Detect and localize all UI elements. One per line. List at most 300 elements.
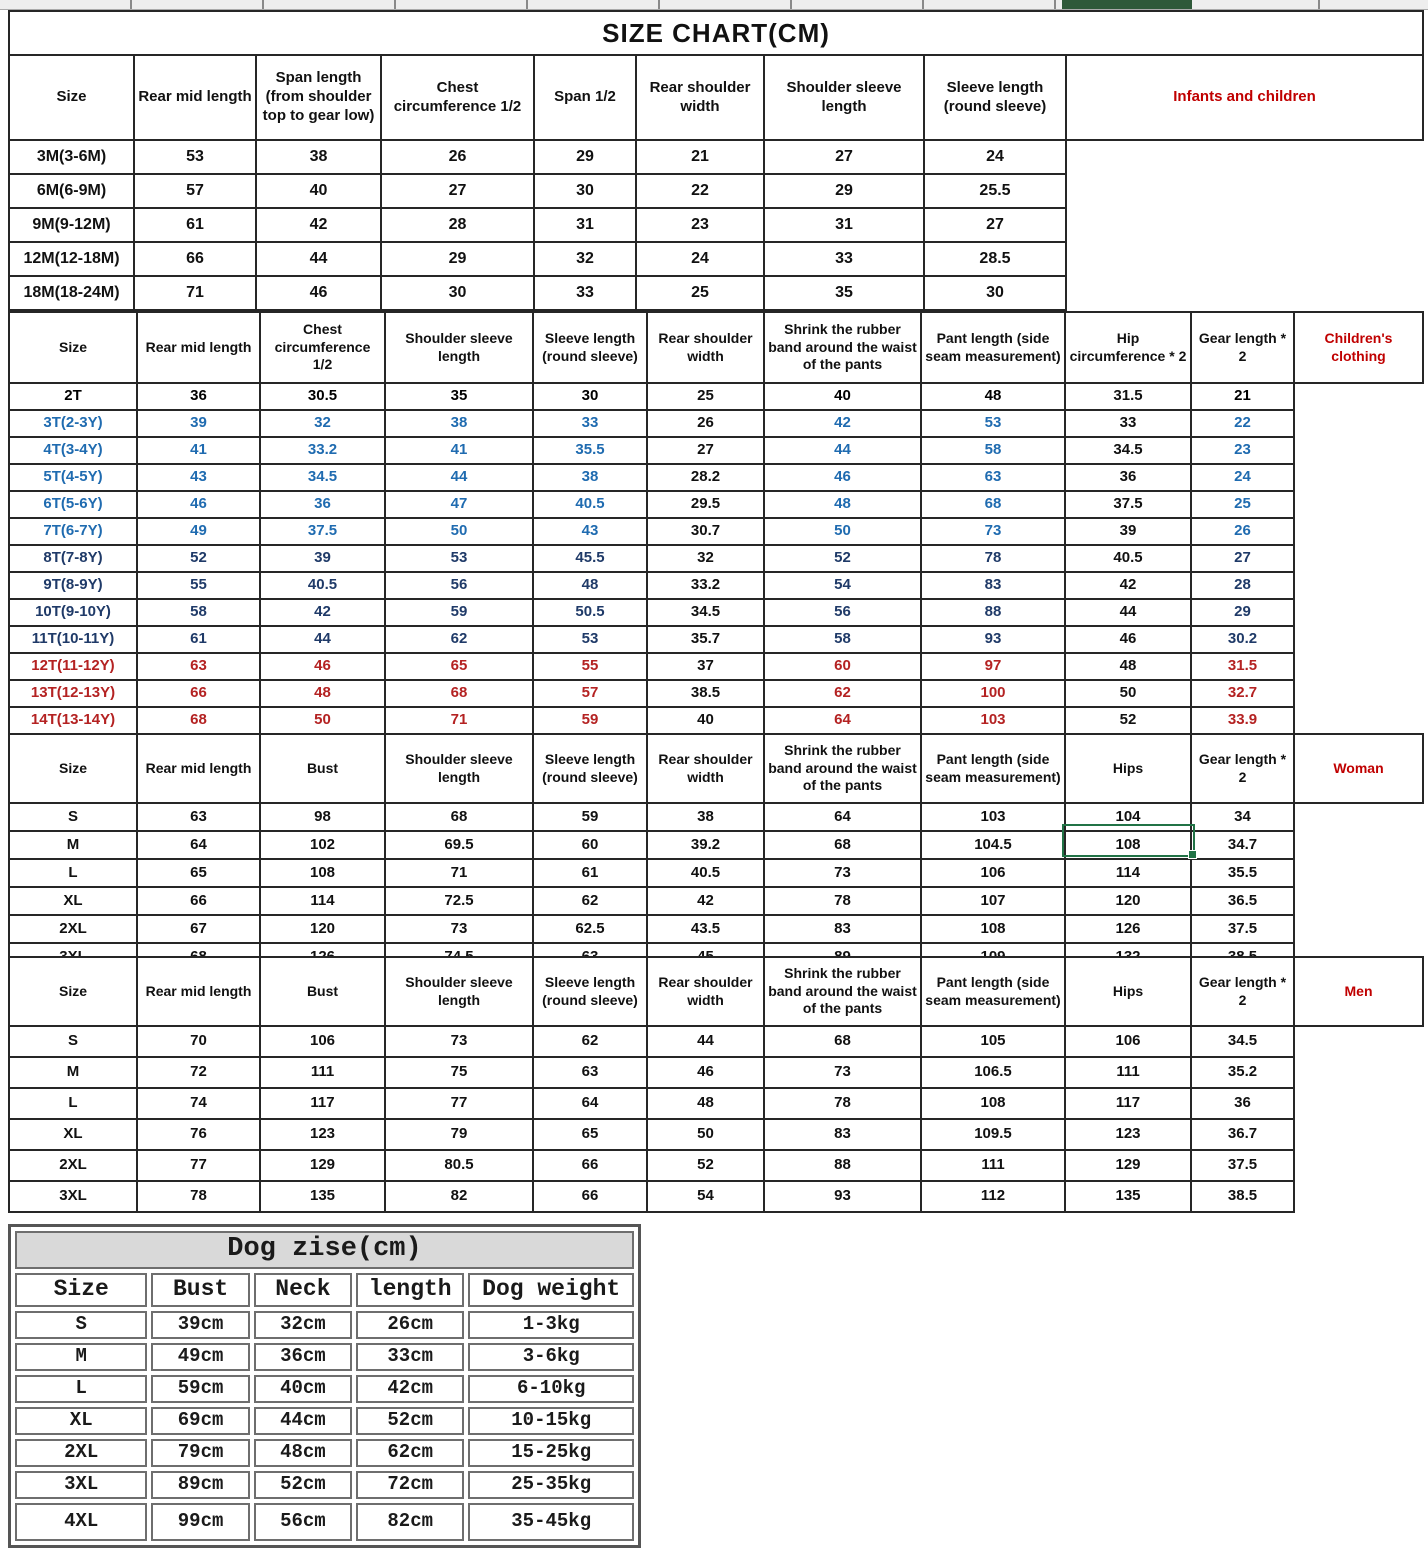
table-cell: 29.5 [647,491,764,518]
table-cell: 24 [1191,464,1294,491]
table-cell: 48 [533,572,647,599]
table-cell: 62 [533,1026,647,1057]
table-cell: 52 [137,545,260,572]
table-cell: S [15,1311,147,1339]
table-cell: 34.5 [1191,1026,1294,1057]
table-cell: 62 [764,680,921,707]
table-cell: 58 [921,437,1065,464]
table-cell: S [9,803,137,831]
table-cell: 23 [636,208,764,242]
table-row [9,1181,1423,1212]
table-cell: 39 [1065,518,1191,545]
table-row [15,1375,634,1403]
table-cell: 79cm [151,1439,249,1467]
infants-header-row [9,55,1423,140]
table-cell: 12M(12-18M) [9,242,134,276]
table-cell: 39 [260,545,385,572]
table-cell: 6T(5-6Y) [9,491,137,518]
table-cell: 69cm [151,1407,249,1435]
table-cell: 69.5 [385,831,533,859]
woman-header-row [9,734,1423,803]
table-cell: 2T [9,383,137,410]
table-cell: 40 [764,383,921,410]
table-cell: 10-15kg [468,1407,634,1435]
table-cell: 25-35kg [468,1471,634,1499]
table-cell: S [9,1026,137,1057]
table-cell: 42 [764,410,921,437]
table-cell: 29 [534,140,636,174]
table-cell: 33 [1065,410,1191,437]
table-cell: 78 [764,1088,921,1119]
table-cell: 103 [921,803,1065,831]
table-cell: 59 [533,803,647,831]
table-cell: 25.5 [924,174,1066,208]
table-cell: 39cm [151,1311,249,1339]
table-cell: 29 [764,174,924,208]
table-cell: 126 [1065,915,1191,943]
table-cell: 32 [260,410,385,437]
table-cell: 106 [1065,1026,1191,1057]
table-cell: L [15,1375,147,1403]
table-row [9,915,1423,943]
table-cell: 58 [764,626,921,653]
table-cell: 43.5 [647,915,764,943]
group-label: Infants and children [1066,55,1423,140]
column-header: Size [15,1273,147,1307]
table-cell: 114 [1065,859,1191,887]
table-cell: 39 [137,410,260,437]
table-cell: 42 [260,599,385,626]
table-cell: 64 [764,707,921,734]
table-cell: 59cm [151,1375,249,1403]
table-row [9,545,1423,572]
table-cell: 120 [260,915,385,943]
table-cell: 30 [534,174,636,208]
table-cell: 65 [137,859,260,887]
table-cell: 30 [381,276,534,310]
dog-size-table [8,1224,641,1548]
table-cell: 111 [1065,1057,1191,1088]
table-cell: 37.5 [1191,915,1294,943]
table-cell: 64 [764,803,921,831]
table-cell: 106 [921,859,1065,887]
table-cell: 18M(18-24M) [9,276,134,310]
table-cell: 31.5 [1065,383,1191,410]
table-row [9,1057,1423,1088]
table-cell: 31 [764,208,924,242]
table-cell: 50 [385,518,533,545]
table-cell: 108 [921,1088,1065,1119]
table-cell: 83 [921,572,1065,599]
dog-table-title: Dog zise(cm) [15,1231,634,1269]
table-cell: 42cm [356,1375,464,1403]
table-cell: 30 [924,276,1066,310]
table-cell: 26cm [356,1311,464,1339]
table-cell: 48 [764,491,921,518]
column-header: Rear shoulder width [647,957,764,1026]
column-header: Sleeve length (round sleeve) [533,312,647,383]
table-cell: 46 [137,491,260,518]
table-cell: 73 [764,859,921,887]
table-cell: 40.5 [533,491,647,518]
table-cell: 4T(3-4Y) [9,437,137,464]
column-header: Sleeve length (round sleeve) [533,734,647,803]
table-cell: 60 [533,831,647,859]
woman-table [8,733,1424,972]
table-cell: 25 [647,383,764,410]
table-row [9,572,1423,599]
table-row [9,140,1423,174]
table-row [9,1150,1423,1181]
table-cell: 44cm [254,1407,352,1435]
table-cell: 53 [533,626,647,653]
table-cell: 129 [260,1150,385,1181]
table-cell: 31 [534,208,636,242]
table-row [9,464,1423,491]
table-cell: 28 [1191,572,1294,599]
table-cell: 21 [1191,383,1294,410]
table-cell: 46 [256,276,381,310]
table-cell: 70 [137,1026,260,1057]
table-cell: 66 [533,1181,647,1212]
table-cell: 68 [764,1026,921,1057]
column-header: Size [9,55,134,140]
table-cell: 40.5 [260,572,385,599]
column-header: Bust [260,734,385,803]
table-cell: 44 [647,1026,764,1057]
table-cell: 21 [636,140,764,174]
group-label: Woman [1294,734,1423,803]
table-cell: 36.7 [1191,1119,1294,1150]
table-cell: 32cm [254,1311,352,1339]
table-cell: XL [9,887,137,915]
table-row [9,383,1423,410]
table-cell: 88 [764,1150,921,1181]
table-cell: 28 [381,208,534,242]
table-cell: 49 [137,518,260,545]
table-cell: 35-45kg [468,1503,634,1541]
column-header: Bust [151,1273,249,1307]
table-cell: 42 [1065,572,1191,599]
table-cell: 73 [921,518,1065,545]
table-cell: 6M(6-9M) [9,174,134,208]
table-cell: 53 [134,140,256,174]
column-header: Hips [1065,957,1191,1026]
table-cell: 100 [921,680,1065,707]
table-cell: XL [15,1407,147,1435]
table-cell: 36cm [254,1343,352,1371]
column-header: Gear length * 2 [1191,957,1294,1026]
table-cell: 32 [647,545,764,572]
table-cell: 112 [921,1181,1065,1212]
group-label: Men [1294,957,1423,1026]
column-header: Shrink the rubber band around the waist of the pants [764,312,921,383]
table-cell: 35.5 [1191,859,1294,887]
table-cell: 66 [137,680,260,707]
table-cell: 78 [921,545,1065,572]
table-cell: 106 [260,1026,385,1057]
table-cell: 2XL [9,915,137,943]
table-cell: 3-6kg [468,1343,634,1371]
table-cell: 61 [137,626,260,653]
spreadsheet-top-strip [0,0,1428,10]
table-cell: 2XL [9,1150,137,1181]
table-cell: 58 [137,599,260,626]
table-row [9,1026,1423,1057]
table-cell: M [9,831,137,859]
table-cell: 63 [533,1057,647,1088]
table-cell: 48 [647,1088,764,1119]
table-cell: 36 [260,491,385,518]
table-cell: 111 [921,1150,1065,1181]
table-cell: 72 [137,1057,260,1088]
table-cell: 44 [385,464,533,491]
table-cell: 42 [256,208,381,242]
table-cell: 38.5 [1191,1181,1294,1212]
table-cell: 117 [1065,1088,1191,1119]
column-header: Hips [1065,734,1191,803]
table-cell: 74 [137,1088,260,1119]
table-cell: 22 [1191,410,1294,437]
column-header: Neck [254,1273,352,1307]
table-cell: 33 [533,410,647,437]
table-cell: 38 [256,140,381,174]
table-cell: 40 [647,707,764,734]
table-cell: 109.5 [921,1119,1065,1150]
column-header: Span 1/2 [534,55,636,140]
column-header: Pant length (side seam measurement) [921,957,1065,1026]
table-cell: 78 [764,887,921,915]
table-cell: 72cm [356,1471,464,1499]
table-cell: 5T(4-5Y) [9,464,137,491]
column-header: Rear shoulder width [636,55,764,140]
table-cell: 36 [137,383,260,410]
table-cell: 27 [381,174,534,208]
column-header: Shoulder sleeve length [385,312,533,383]
table-row [15,1343,634,1371]
table-row [9,1088,1423,1119]
column-header: Pant length (side seam measurement) [921,734,1065,803]
table-cell: 135 [260,1181,385,1212]
table-cell: 12T(11-12Y) [9,653,137,680]
table-row [9,208,1423,242]
table-cell: 108 [1065,831,1191,859]
table-cell: 62 [385,626,533,653]
table-cell: 123 [1065,1119,1191,1150]
table-cell: 59 [385,599,533,626]
table-cell: 108 [921,915,1065,943]
column-header: Size [9,734,137,803]
table-cell: 97 [921,653,1065,680]
infants-table [8,10,1424,311]
table-row [9,410,1423,437]
table-cell: 37.5 [260,518,385,545]
table-cell: 76 [137,1119,260,1150]
table-cell: 44 [1065,599,1191,626]
table-cell: 57 [533,680,647,707]
table-cell: 48 [1065,653,1191,680]
table-cell: 34.5 [647,599,764,626]
table-cell: 35 [764,276,924,310]
table-cell: 24 [924,140,1066,174]
column-header: Rear shoulder width [647,312,764,383]
table-cell: 59 [533,707,647,734]
table-cell: 33 [764,242,924,276]
column-header: Rear mid length [137,957,260,1026]
table-cell: 104 [1065,803,1191,831]
table-cell: 72.5 [385,887,533,915]
dog-header-row [15,1273,634,1307]
table-cell: 77 [385,1088,533,1119]
table-cell: 65 [385,653,533,680]
table-cell: 35 [385,383,533,410]
table-cell: 28.2 [647,464,764,491]
table-row [9,680,1423,707]
table-row [9,803,1423,831]
size-chart-title: SIZE CHART(CM) [9,11,1423,55]
column-header: Shoulder sleeve length [385,957,533,1026]
children-header-row [9,312,1423,383]
table-cell: 43 [137,464,260,491]
table-cell: 37.5 [1191,1150,1294,1181]
table-cell: L [9,859,137,887]
table-cell: 82cm [356,1503,464,1541]
table-cell: 46 [764,464,921,491]
table-cell: 66 [533,1150,647,1181]
table-row [9,599,1423,626]
table-cell: 34.5 [260,464,385,491]
table-cell: 62 [533,887,647,915]
table-row [9,887,1423,915]
table-cell: 33 [534,276,636,310]
table-cell: 39.2 [647,831,764,859]
children-table [8,311,1424,735]
table-cell: 7T(6-7Y) [9,518,137,545]
table-cell: 93 [764,1181,921,1212]
table-cell: 54 [764,572,921,599]
table-cell: 35.5 [533,437,647,464]
table-cell: 104.5 [921,831,1065,859]
table-row [9,707,1423,734]
table-row [15,1407,634,1435]
table-cell: 25 [1191,491,1294,518]
column-header: Shrink the rubber band around the waist of the pants [764,957,921,1026]
table-cell: 41 [385,437,533,464]
table-cell: 52 [1065,707,1191,734]
column-header: Size [9,312,137,383]
table-cell: 71 [385,707,533,734]
table-cell: 14T(13-14Y) [9,707,137,734]
table-cell: 35.7 [647,626,764,653]
table-cell: L [9,1088,137,1119]
column-header: Span length (from shoulder top to gear low) [256,55,381,140]
table-cell: 26 [647,410,764,437]
table-cell: 9T(8-9Y) [9,572,137,599]
table-cell: 44 [260,626,385,653]
table-cell: 3XL [9,1181,137,1212]
table-cell: 32.7 [1191,680,1294,707]
column-header: Rear mid length [137,734,260,803]
table-row [9,831,1423,859]
table-cell: 83 [764,915,921,943]
table-cell: 47 [385,491,533,518]
table-cell: 57 [134,174,256,208]
table-row [9,1119,1423,1150]
table-cell: 46 [1065,626,1191,653]
table-cell: 34.7 [1191,831,1294,859]
table-cell: 106.5 [921,1057,1065,1088]
table-cell: 38 [533,464,647,491]
table-cell: 33cm [356,1343,464,1371]
table-cell: 114 [260,887,385,915]
table-cell: 62cm [356,1439,464,1467]
table-cell: 63 [137,803,260,831]
table-cell: 63 [137,653,260,680]
table-cell: 27 [1191,545,1294,572]
table-cell: 98 [260,803,385,831]
men-header-row [9,957,1423,1026]
table-cell: 22 [636,174,764,208]
table-cell: 38 [647,803,764,831]
table-cell: 26 [1191,518,1294,545]
table-row [15,1439,634,1467]
table-cell: 117 [260,1088,385,1119]
table-cell: 9M(9-12M) [9,208,134,242]
table-cell: 44 [256,242,381,276]
table-cell: 68 [137,707,260,734]
table-cell: 89cm [151,1471,249,1499]
table-row [9,276,1423,310]
table-cell: 30 [533,383,647,410]
table-cell: 48 [921,383,1065,410]
selected-column-indicator [1062,0,1192,9]
column-header: Chest circumference 1/2 [260,312,385,383]
table-cell: 2XL [15,1439,147,1467]
table-cell: 13T(12-13Y) [9,680,137,707]
table-cell: 73 [385,915,533,943]
table-cell: 32 [534,242,636,276]
table-cell: 37.5 [1065,491,1191,518]
table-row [9,437,1423,464]
table-cell: 135 [1065,1181,1191,1212]
table-cell: 52cm [356,1407,464,1435]
column-header: Gear length * 2 [1191,312,1294,383]
table-cell: 56 [385,572,533,599]
table-cell: 27 [647,437,764,464]
table-cell: 33.9 [1191,707,1294,734]
column-header: Dog weight [468,1273,634,1307]
table-row [15,1311,634,1339]
table-cell: 46 [647,1057,764,1088]
column-header: Rear mid length [137,312,260,383]
table-cell: 71 [134,276,256,310]
column-header: Sleeve length (round sleeve) [533,957,647,1026]
table-cell: 68 [764,831,921,859]
column-header: Gear length * 2 [1191,734,1294,803]
table-cell: 83 [764,1119,921,1150]
table-cell: 40.5 [647,859,764,887]
column-header: Pant length (side seam measurement) [921,312,1065,383]
table-cell: 26 [381,140,534,174]
column-header: Hip circumference * 2 [1065,312,1191,383]
table-row [9,242,1423,276]
table-cell: 60 [764,653,921,680]
table-cell: 50 [1065,680,1191,707]
table-cell: 36.5 [1191,887,1294,915]
column-header: Chest circumference 1/2 [381,55,534,140]
table-cell: 55 [533,653,647,680]
table-cell: 45.5 [533,545,647,572]
